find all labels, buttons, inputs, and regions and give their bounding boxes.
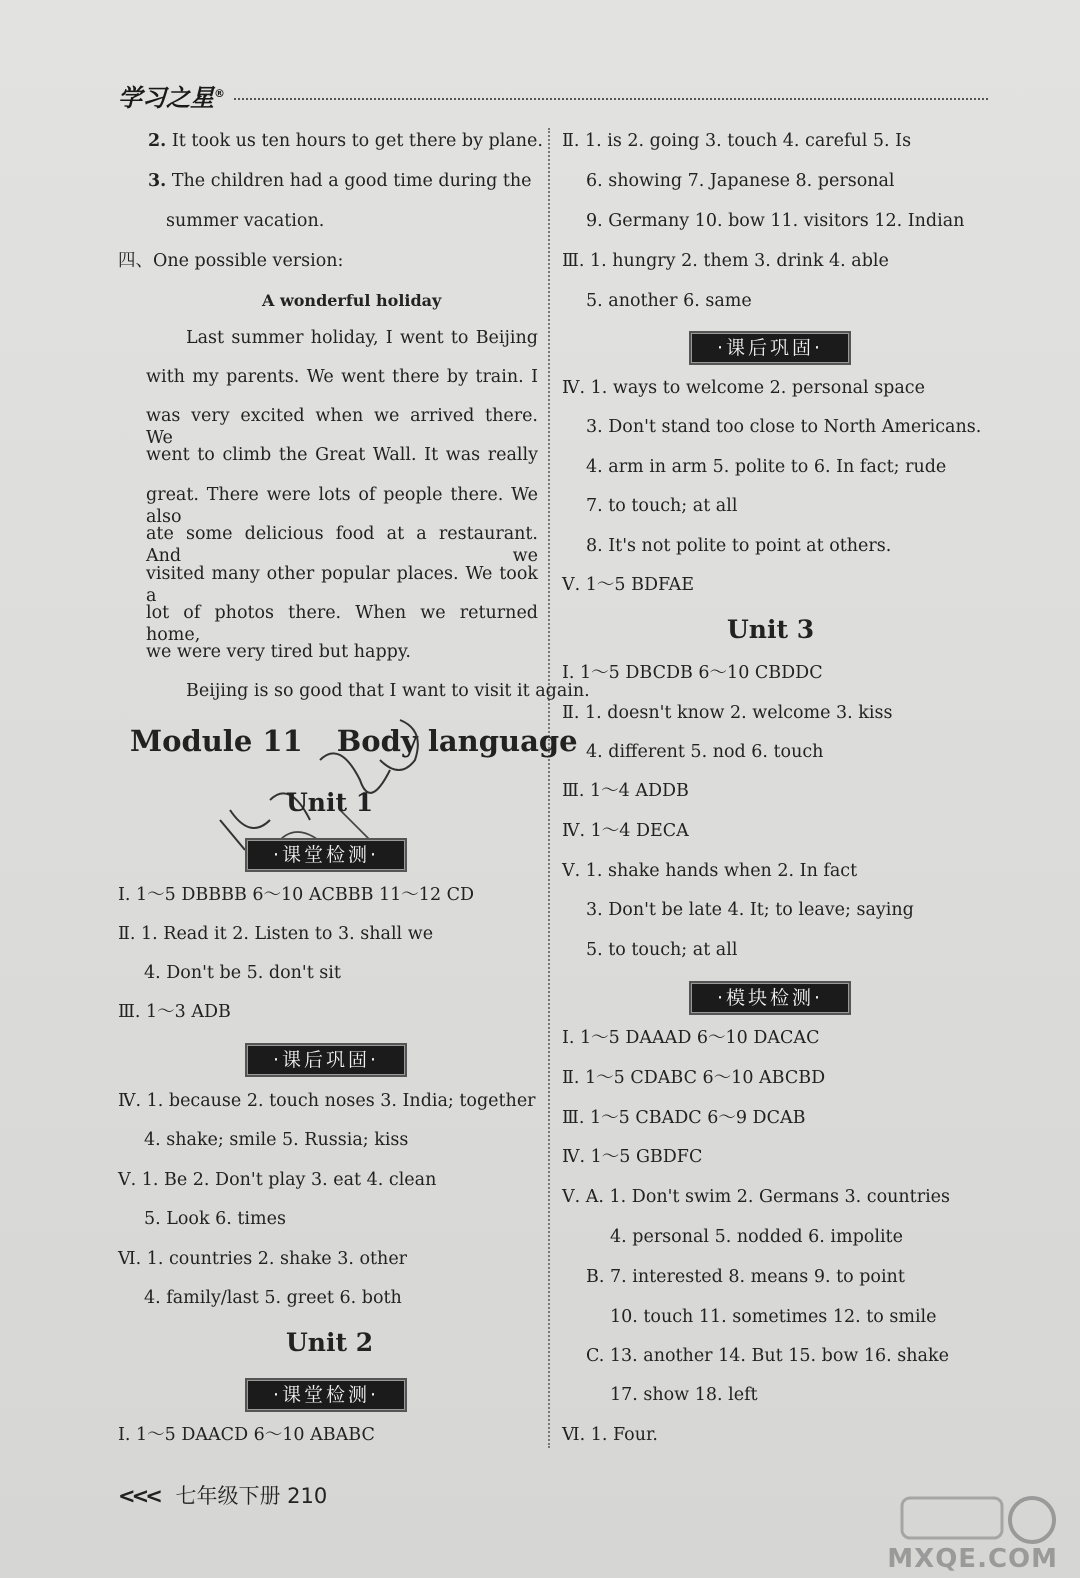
essay-line: went to climb the Great Wall. It was really	[146, 445, 538, 465]
unit-title: Unit 1	[286, 788, 374, 817]
essay-title: A wonderful holiday	[262, 291, 442, 310]
answer-line: 4. family/last 5. greet 6. both	[144, 1288, 402, 1308]
answer-line: summer vacation.	[166, 211, 325, 231]
answer-line: Ⅰ. 1～5 DBBBB 6～10 ACBBB 11～12 CD	[118, 885, 475, 905]
answer-line: Ⅱ. 1～5 CDABC 6～10 ABCBD	[562, 1068, 826, 1088]
answer-line: 5. another 6. same	[586, 291, 752, 311]
essay-line: we were very tired but happy.	[146, 642, 411, 662]
answer-line: Ⅳ. 1. ways to welcome 2. personal space	[562, 378, 925, 398]
answer-line: 4. Don't be 5. don't sit	[144, 963, 341, 983]
header-rule	[234, 98, 988, 100]
answer-line: Ⅱ. 1. is 2. going 3. touch 4. careful 5. Is	[562, 131, 912, 151]
answer-line: 7. to touch; at all	[586, 496, 738, 516]
answer-line: Ⅳ. 1. because 2. touch noses 3. India; together	[118, 1091, 536, 1111]
answer-line: Ⅰ. 1～5 DAACD 6～10 ABABC	[118, 1425, 375, 1445]
essay-line: Beijing is so good that I want to visit it again.	[186, 681, 590, 701]
column-divider	[548, 128, 550, 1448]
answer-line: Ⅵ. 1. Four.	[562, 1425, 658, 1445]
answer-line: Ⅲ. 1～4 ADDB	[562, 781, 689, 801]
essay-line: great. There were lots of people there. We also	[146, 485, 538, 527]
answer-line: 4. different 5. nod 6. touch	[586, 742, 824, 762]
section-banner: ·课堂检测·	[245, 838, 407, 872]
back-arrows-icon: <<<	[118, 1484, 159, 1508]
section-label: 四、One possible version:	[118, 251, 344, 271]
page-footer	[118, 1480, 327, 1510]
essay-line: lot of photos there. When we returned home,	[146, 603, 538, 645]
answer-line: Ⅰ. 1～5 DAAAD 6～10 DACAC	[562, 1028, 820, 1048]
watermark-text: MXQE.COM	[887, 1544, 1058, 1574]
answer-line: 4. personal 5. nodded 6. impolite	[610, 1227, 903, 1247]
answer-line: 2. It took us ten hours to get there by plane.	[148, 131, 543, 151]
answer-line: 17. show 18. left	[610, 1385, 758, 1405]
unit-title: Unit 2	[286, 1328, 374, 1357]
unit-title: Unit 3	[727, 615, 815, 644]
answer-line: 6. showing 7. Japanese 8. personal	[586, 171, 895, 191]
answer-line: Ⅴ. A. 1. Don't swim 2. Germans 3. countries	[562, 1187, 951, 1207]
answer-line: Ⅴ. 1～5 BDFAE	[562, 575, 695, 595]
essay-line: was very excited when we arrived there. We	[146, 406, 538, 448]
answer-line: Ⅵ. 1. countries 2. shake 3. other	[118, 1249, 408, 1269]
section-banner: ·课后巩固·	[245, 1043, 407, 1077]
essay-line: visited many other popular places. We took a	[146, 564, 538, 606]
essay-line: Last summer holiday, I went to Beijing	[186, 328, 538, 348]
answer-line: 4. arm in arm 5. polite to 6. In fact; rude	[586, 457, 947, 477]
answer-line: 5. Look 6. times	[144, 1209, 286, 1229]
section-banner: ·课堂检测·	[245, 1378, 407, 1412]
answer-line: C. 13. another 14. But 15. bow 16. shake	[586, 1346, 949, 1366]
essay-line: ate some delicious food at a restaurant. And we	[146, 524, 538, 566]
brand-logo: 学习之星®	[118, 84, 225, 112]
answer-line: Ⅰ. 1～5 DBCDB 6～10 CBDDC	[562, 663, 823, 683]
answer-line: Ⅳ. 1～5 GBDFC	[562, 1147, 703, 1167]
answer-line: 3. Don't stand too close to North Americans.	[586, 417, 982, 437]
answer-line: 9. Germany 10. bow 11. visitors 12. Indian	[586, 211, 965, 231]
answer-line: Ⅴ. 1. Be 2. Don't play 3. eat 4. clean	[118, 1170, 437, 1190]
answer-line: 10. touch 11. sometimes 12. to smile	[610, 1307, 937, 1327]
answer-line: Ⅳ. 1～4 DECA	[562, 821, 689, 841]
essay-line: with my parents. We went there by train. I	[146, 367, 538, 387]
answer-line: Ⅲ. 1. hungry 2. them 3. drink 4. able	[562, 251, 889, 271]
answer-line: 5. to touch; at all	[586, 940, 738, 960]
answer-line: 4. shake; smile 5. Russia; kiss	[144, 1130, 409, 1150]
answer-line: Ⅴ. 1. shake hands when 2. In fact	[562, 861, 858, 881]
answer-line: Ⅱ. 1. doesn't know 2. welcome 3. kiss	[562, 703, 893, 723]
section-banner: ·课后巩固·	[689, 331, 851, 365]
answer-line: Ⅲ. 1～5 CBADC 6～9 DCAB	[562, 1108, 806, 1128]
answer-line: 3. The children had a good time during the	[148, 171, 532, 191]
section-banner: ·模块检测·	[689, 981, 851, 1015]
answer-line: Ⅲ. 1～3 ADB	[118, 1002, 231, 1022]
answer-line: Ⅱ. 1. Read it 2. Listen to 3. shall we	[118, 924, 434, 944]
answer-line: 3. Don't be late 4. It; to leave; saying	[586, 900, 914, 920]
page-number: 七年级下册 210	[175, 1484, 328, 1508]
module-title: Module 11 Body language	[130, 724, 578, 758]
answer-line: 8. It's not polite to point at others.	[586, 536, 892, 556]
answer-line: B. 7. interested 8. means 9. to point	[586, 1267, 905, 1287]
